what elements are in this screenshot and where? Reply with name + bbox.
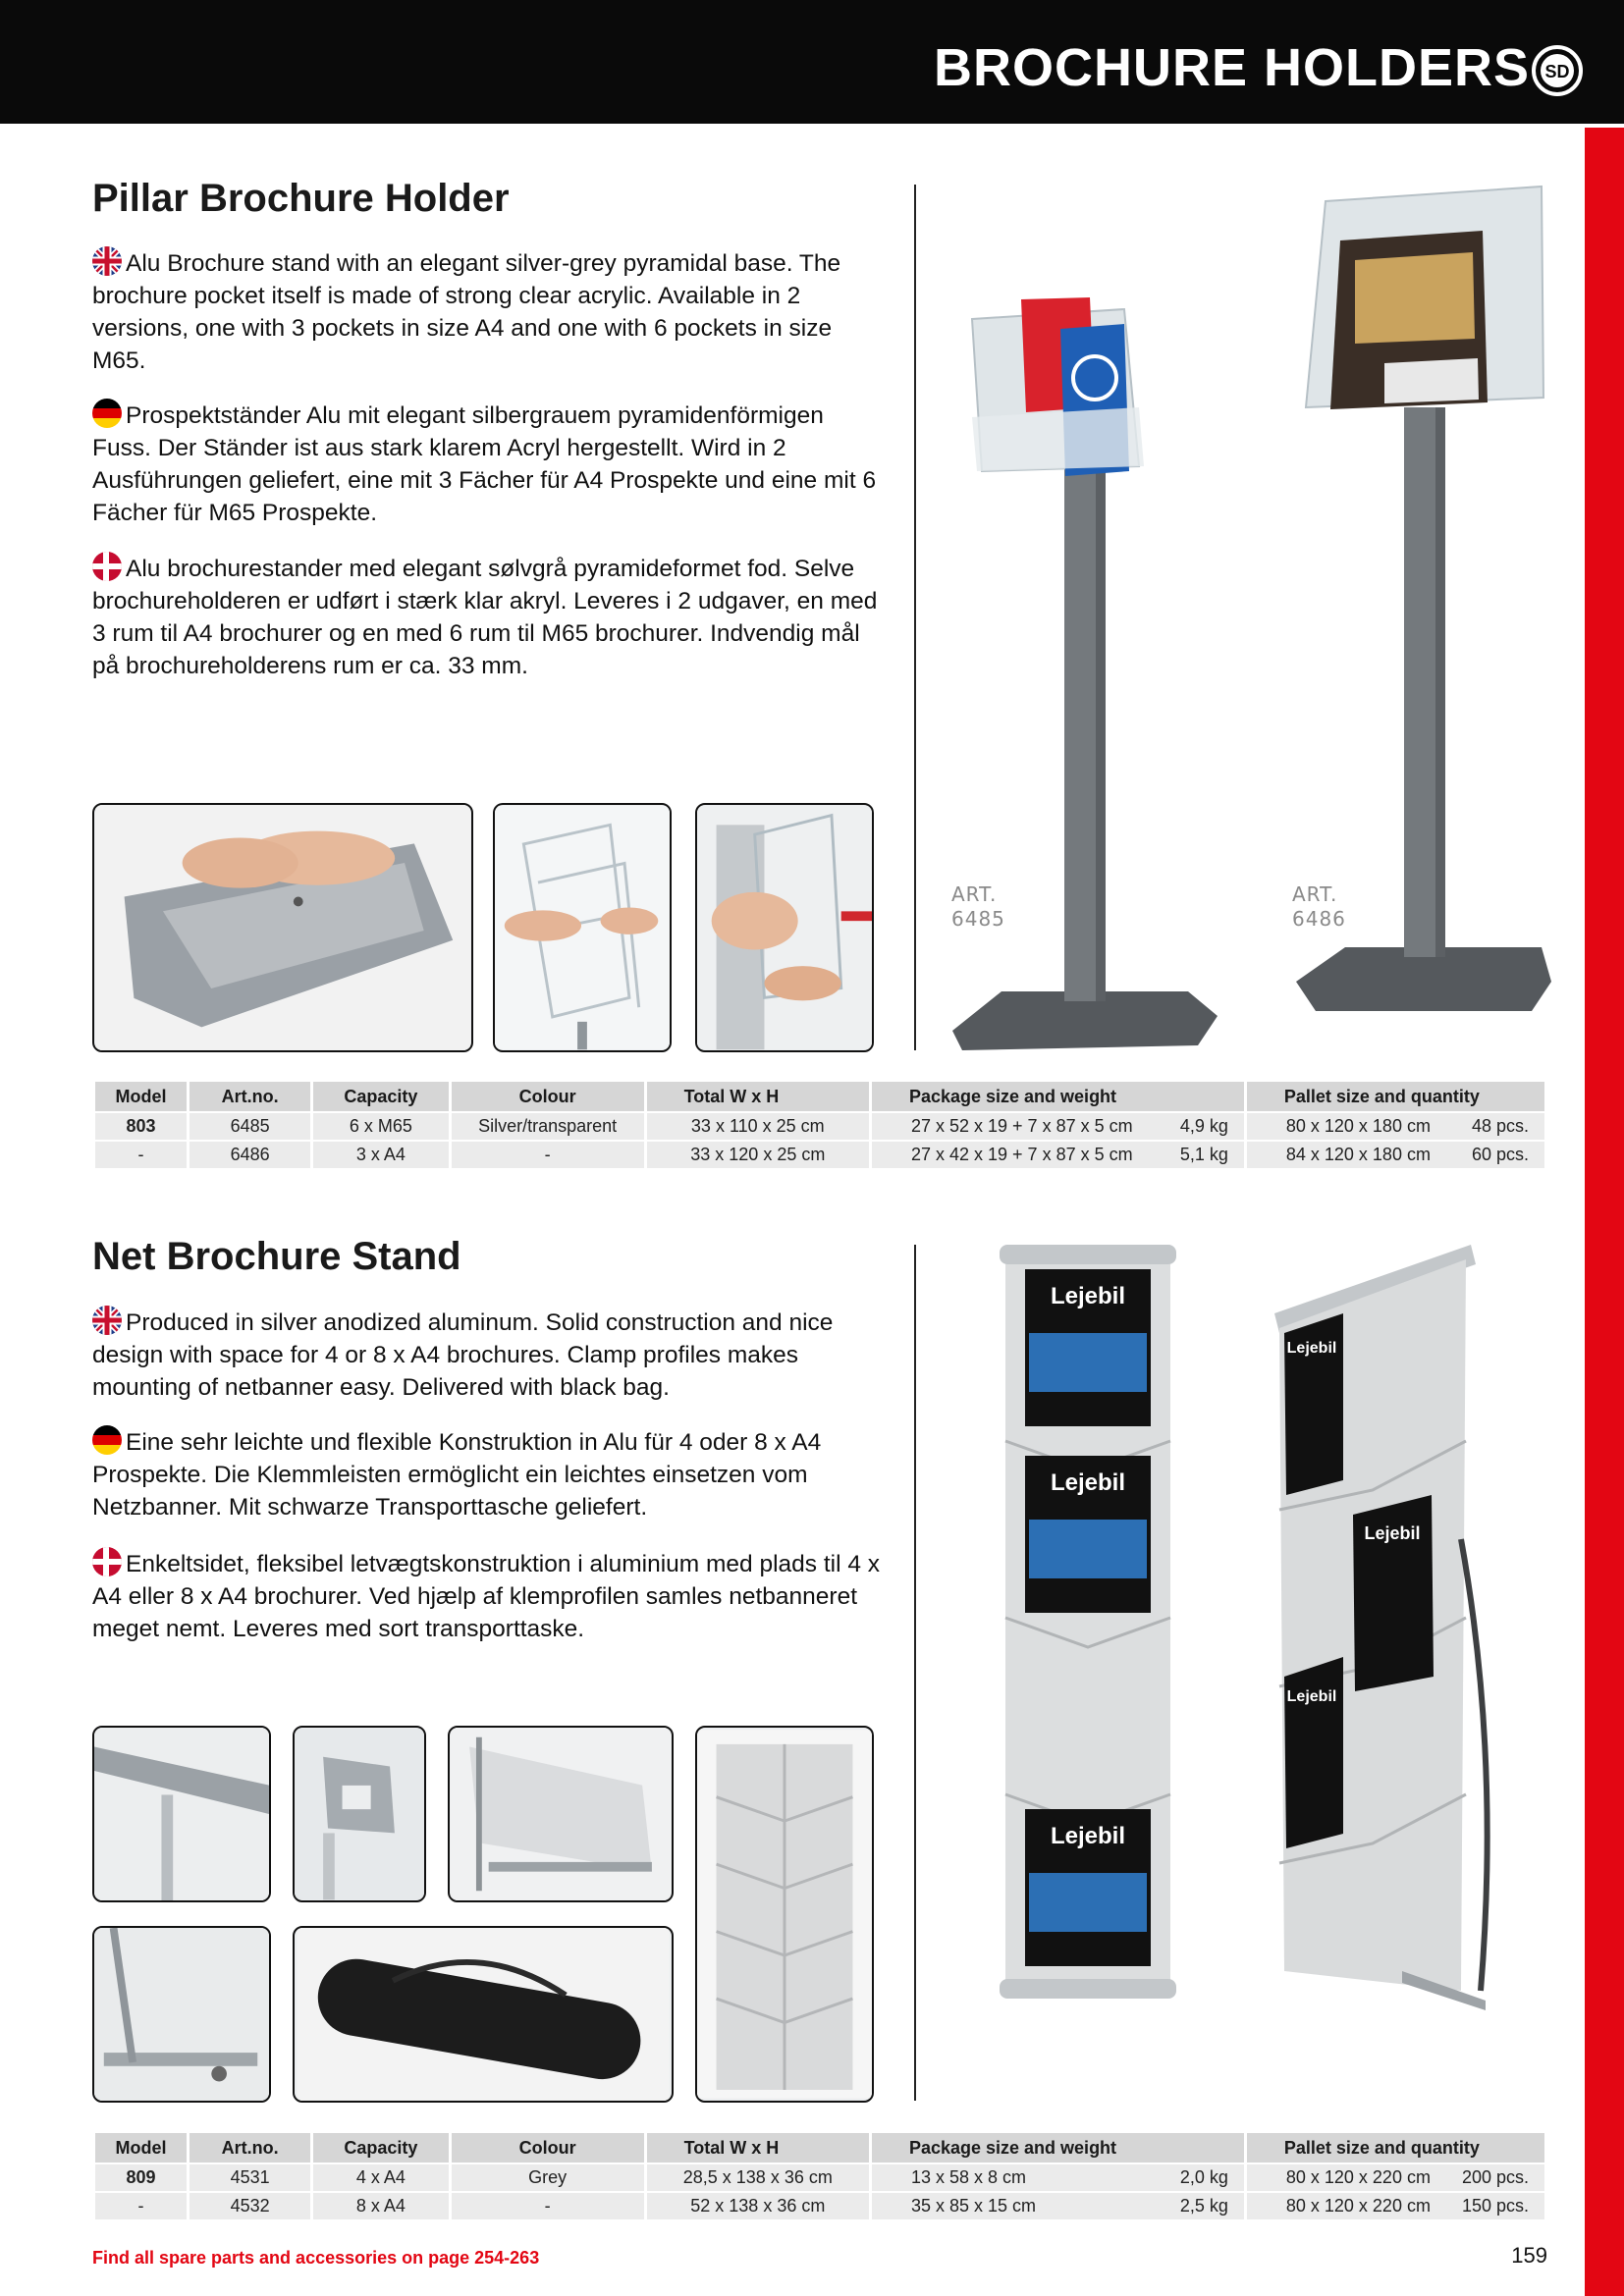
- art-label-text: ART.: [1292, 882, 1338, 906]
- pillar-text-dk: [92, 552, 888, 682]
- cell-capacity: 6 x M65: [313, 1113, 448, 1140]
- cell-total: 33 x 120 x 25 cm: [647, 1142, 869, 1168]
- poster-title: Lejebil: [1050, 1823, 1126, 1849]
- brand-logo-icon: [1530, 43, 1585, 98]
- col-pallet: Pallet size and quantity: [1247, 2133, 1544, 2163]
- table-row: [95, 2164, 1544, 2191]
- cell-capacity: 3 x A4: [313, 1142, 448, 1168]
- col-total: Total W x H: [647, 2133, 869, 2163]
- stand-leg-photo: [92, 1926, 271, 2103]
- cell-package-size: 27 x 42 x 19 + 7 x 87 x 5 cm: [910, 1145, 1133, 1164]
- col-capacity: Capacity: [313, 2133, 448, 2163]
- cell-total: 28,5 x 138 x 36 cm: [647, 2164, 869, 2191]
- cell-model: 809: [95, 2164, 187, 2191]
- cell-pallet-size: 80 x 120 x 180 cm: [1285, 1116, 1431, 1136]
- cell-pallet-size: 84 x 120 x 180 cm: [1285, 1145, 1431, 1164]
- cell-capacity: 4 x A4: [313, 2164, 448, 2191]
- cell-package: [872, 2193, 1244, 2219]
- col-model: Model: [95, 2133, 187, 2163]
- base-assembly-photo: [92, 803, 473, 1052]
- pillar-description-dk: Alu brochurestander med elegant sølvgrå pyramideformet fod. Selve brochureholderen er udført i stærk klar akryl. Leveres i 2 udgaver, en med 3 rum til A4 brochurer og en med 6 rum til M65 brochurer. Indvendig mål på brochureholderens rum er ca. 33 mm.: [92, 556, 878, 679]
- cell-capacity: 8 x A4: [313, 2193, 448, 2219]
- table-header-row: [95, 2133, 1544, 2163]
- cell-package-weight: 5,1 kg: [1179, 1145, 1228, 1164]
- cell-artno: 6485: [189, 1113, 310, 1140]
- pillar-description-en: Alu Brochure stand with an elegant silver-grey pyramidal base. The brochure pocket itself is made of strong clear acrylic. Available in 2 versions, one with 3 pockets in size A4 and one with 6 pockets in size M65.: [92, 250, 841, 374]
- cell-model: -: [95, 1142, 187, 1168]
- table-header-row: [95, 1082, 1544, 1111]
- net-description-de: Eine sehr leichte und flexible Konstruktion in Alu für 4 oder 8 x A4 Prospekte. Die Klemmleisten ermöglicht ein leichtes einsetzen vom Netzbanner. Mit schwarze Transporttasche geliefert.: [92, 1429, 822, 1521]
- side-accent-bar: [1585, 128, 1624, 2296]
- spare-parts-link[interactable]: Find all spare parts and accessories on page 254-263: [92, 2248, 540, 2268]
- net-title: Net Brochure Stand: [92, 1235, 461, 1278]
- page-number: 159: [1511, 2243, 1547, 2268]
- poster-title: Lejebil: [1050, 1283, 1126, 1309]
- cell-colour: -: [452, 2193, 644, 2219]
- cell-package: [872, 1113, 1244, 1140]
- net-stand-front-image: [1000, 1245, 1176, 2001]
- cell-colour: -: [452, 1142, 644, 1168]
- net-spec-table: [92, 2131, 1547, 2221]
- poster-title: Lejebil: [1286, 1340, 1337, 1357]
- cell-package-weight: 4,9 kg: [1179, 1116, 1228, 1136]
- col-artno: Art.no.: [189, 1082, 310, 1111]
- net-banner-photo: [695, 1726, 874, 2103]
- cell-model: 803: [95, 1113, 187, 1140]
- cell-package-size: 13 x 58 x 8 cm: [910, 2167, 1027, 2187]
- net-text-dk: [92, 1547, 888, 1645]
- cell-pallet-qty: 150 pcs.: [1461, 2196, 1529, 2216]
- cell-pallet: [1247, 2193, 1544, 2219]
- art-label-6486: [1292, 882, 1346, 932]
- pillar-text-de: [92, 399, 888, 529]
- cell-package-weight: 2,5 kg: [1179, 2196, 1228, 2216]
- pillar-text-en: [92, 246, 888, 377]
- net-text-en: [92, 1306, 888, 1404]
- poster-title: Lejebil: [1364, 1523, 1421, 1543]
- art-number-6486: 6486: [1292, 907, 1346, 931]
- poster-title: Lejebil: [1286, 1688, 1337, 1705]
- pillar-description-de: Prospektständer Alu mit elegant silbergrauem pyramidenförmigen Fuss. Der Ständer ist aus stark klarem Acryl hergestellt. Wird in 2 Ausführungen geliefert, eine mit 3 Fächer für A4 Prospekte und eine mit 6 Fächer für M65 Prospekte.: [92, 402, 877, 526]
- clamp-detail-photo: [293, 1726, 426, 1902]
- pillar-title: Pillar Brochure Holder: [92, 177, 510, 220]
- art-label-6485: [951, 882, 1005, 932]
- table-row: [95, 1142, 1544, 1168]
- cell-total: 52 x 138 x 36 cm: [647, 2193, 869, 2219]
- net-text-de: [92, 1425, 888, 1523]
- cell-package: [872, 2164, 1244, 2191]
- pillar-spec-table: [92, 1080, 1547, 1170]
- germany-flag-icon: [92, 399, 122, 428]
- pillar-divider: [914, 185, 916, 1050]
- cell-artno: 4532: [189, 2193, 310, 2219]
- cell-pallet: [1247, 1142, 1544, 1168]
- net-description-en: Produced in silver anodized aluminum. Solid construction and nice design with space for 4 or 8 x A4 brochures. Clamp profiles makes mounting of netbanner easy. Delivered with black bag.: [92, 1309, 834, 1401]
- col-package: Package size and weight: [872, 1082, 1244, 1111]
- transport-bag-photo: [293, 1926, 674, 2103]
- cell-package-weight: 2,0 kg: [1179, 2167, 1228, 2187]
- net-description-dk: Enkeltsidet, fleksibel letvægtskonstruktion i aluminium med plads til 4 x A4 eller 8 x A4 brochurer. Ved hjælp af klemprofilen samles netbanneret meget nemt. Leveres med sort transporttaske.: [92, 1551, 881, 1642]
- col-total: Total W x H: [647, 1082, 869, 1111]
- cell-package: [872, 1142, 1244, 1168]
- germany-flag-icon: [92, 1425, 122, 1455]
- col-artno: Art.no.: [189, 2133, 310, 2163]
- stand-foot-photo: [448, 1726, 674, 1902]
- uk-flag-icon: [92, 246, 122, 276]
- cell-package-size: 35 x 85 x 15 cm: [910, 2196, 1037, 2216]
- cell-package-size: 27 x 52 x 19 + 7 x 87 x 5 cm: [910, 1116, 1133, 1136]
- col-capacity: Capacity: [313, 1082, 448, 1111]
- cell-artno: 4531: [189, 2164, 310, 2191]
- cell-pallet-qty: 200 pcs.: [1461, 2167, 1529, 2187]
- col-package: Package size and weight: [872, 2133, 1244, 2163]
- cell-colour: Grey: [452, 2164, 644, 2191]
- uk-flag-icon: [92, 1306, 122, 1335]
- page-header-title: BROCHURE HOLDERS: [933, 38, 1530, 97]
- net-stand-angled-image: [1265, 1245, 1490, 2030]
- cell-model: -: [95, 2193, 187, 2219]
- art-number-6485: 6485: [951, 907, 1005, 931]
- col-pallet: Pallet size and quantity: [1247, 1082, 1544, 1111]
- cell-pallet-qty: 60 pcs.: [1471, 1145, 1529, 1164]
- poster-title: Lejebil: [1050, 1469, 1126, 1496]
- table-row: [95, 2193, 1544, 2219]
- pillar-stand-6485-image: [943, 290, 1237, 1055]
- col-model: Model: [95, 1082, 187, 1111]
- cell-pallet: [1247, 1113, 1544, 1140]
- art-label-text: ART.: [951, 882, 998, 906]
- acrylic-pocket-photo: [493, 803, 672, 1052]
- header-bar: [0, 0, 1624, 124]
- cell-colour: Silver/transparent: [452, 1113, 644, 1140]
- logo-text: SD: [1544, 62, 1570, 81]
- cell-pallet-size: 80 x 120 x 220 cm: [1285, 2196, 1431, 2216]
- denmark-flag-icon: [92, 552, 122, 581]
- cell-pallet-size: 80 x 120 x 220 cm: [1285, 2167, 1431, 2187]
- denmark-flag-icon: [92, 1547, 122, 1576]
- cell-total: 33 x 110 x 25 cm: [647, 1113, 869, 1140]
- cell-artno: 6486: [189, 1142, 310, 1168]
- net-divider: [914, 1245, 916, 2101]
- col-colour: Colour: [452, 2133, 644, 2163]
- clamp-profile-photo: [92, 1726, 271, 1902]
- cell-pallet-qty: 48 pcs.: [1471, 1116, 1529, 1136]
- table-row: [95, 1113, 1544, 1140]
- cell-pallet: [1247, 2164, 1544, 2191]
- col-colour: Colour: [452, 1082, 644, 1111]
- pocket-mount-photo: [695, 803, 874, 1052]
